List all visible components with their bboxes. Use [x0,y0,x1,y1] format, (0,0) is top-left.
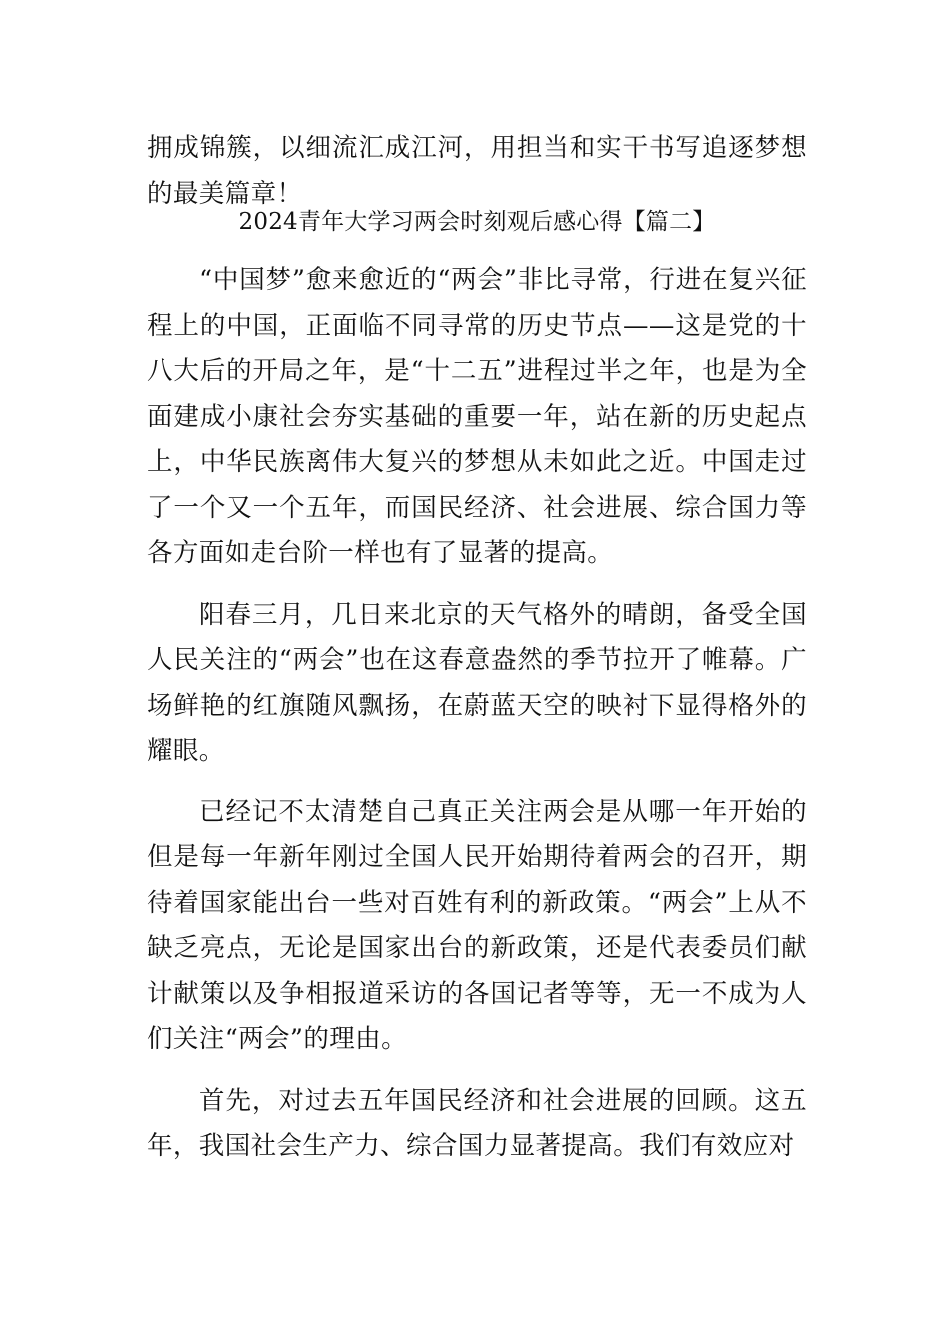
paragraph-4: 首先，对过去五年国民经济和社会进展的回顾。这五年，我国社会生产力、综合国力显著提高。我们有效应对 [147,1085,807,1161]
paragraph-1: “中国梦”愈来愈近的“两会”非比寻常，行进在复兴征程上的中国，正面临不同寻常的历史节点——这是党的十八大后的开局之年，是“十二五”进程过半之年，也是为全面建成小康社会夯实基础的重要一年，站在新的历史起点上，中华民族离伟大复兴的梦想从未如此之近。中国走过了一个又一个五年，而国民经济、社会进展、综合国力等各方面如走台阶一样也有了显著的提高。 [147,265,807,568]
paragraph-3: 已经记不太清楚自己真正关注两会是从哪一年开始的但是每一年新年刚过全国人民开始期待着两会的召开，期待着国家能出台一些对百姓有利的新政策。“两会”上从不缺乏亮点，无论是国家出台的新政策，还是代表委员们献计献策以及争相报道采访的各国记者等等，无一不成为人们关注“两会”的理由。 [147,796,807,1054]
paragraph-2: 阳春三月，几日来北京的天气格外的晴朗，备受全国人民关注的“两会”也在这春意盎然的季节拉开了帷幕。广场鲜艳的红旗随风飘扬，在蔚蓝天空的映衬下显得格外的耀眼。 [147,599,807,766]
continuation-paragraph: 拥成锦簇，以细流汇成江河，用担当和实干书写追逐梦想的最美篇章！ [147,133,807,209]
section-heading: 2024青年大学习两会时刻观后感心得【篇二】 [238,209,716,235]
body-text [147,258,807,1170]
